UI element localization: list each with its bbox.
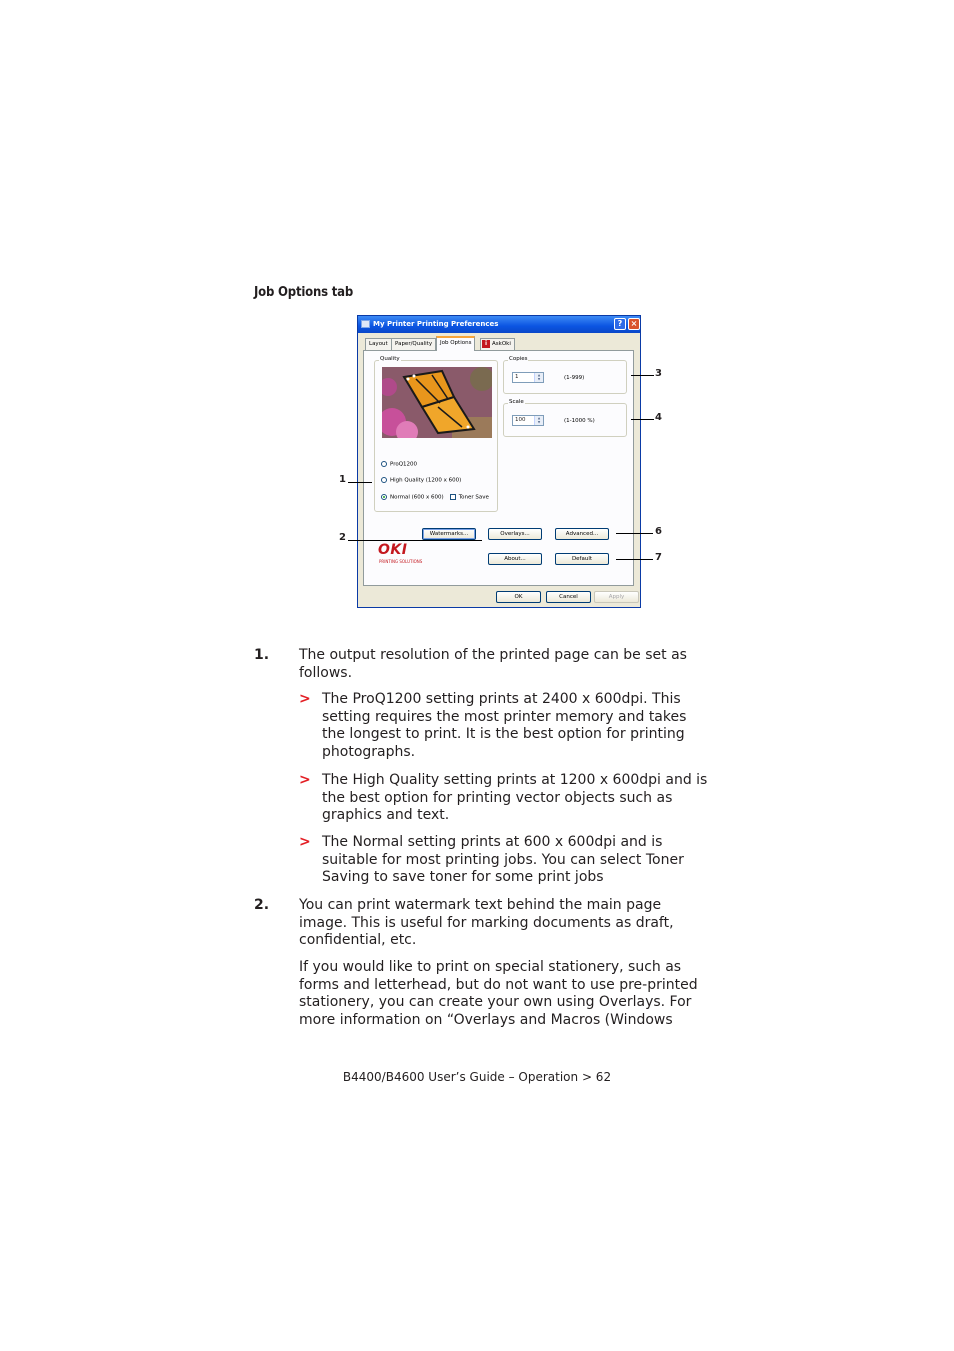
item2-text [299, 897, 674, 950]
scale-group [503, 399, 627, 437]
bullet-marker: > [299, 834, 311, 850]
default-button[interactable]: Default [555, 553, 609, 565]
butterfly-preview-image [382, 367, 492, 438]
quality-option-proq1200[interactable] [381, 461, 417, 468]
scale-legend: Scale [509, 399, 524, 405]
list-number-1: 1. [254, 647, 270, 663]
help-button[interactable]: ? [614, 318, 626, 330]
text-line: suitable for most printing jobs. You can select Toner [322, 851, 684, 868]
callout-line-4 [631, 419, 654, 420]
quality-option-high[interactable] [381, 477, 461, 484]
list-number-2: 2. [254, 897, 270, 913]
text-line: If you would like to print on special stationery, such as [299, 959, 682, 975]
quality-group [374, 356, 498, 512]
copies-spinner[interactable] [512, 372, 544, 383]
callout-3: 3 [655, 368, 662, 379]
callout-1: 1 [339, 474, 346, 485]
bullet-marker: > [299, 772, 311, 788]
radio-icon [381, 461, 387, 467]
tab-layout[interactable]: Layout [365, 338, 392, 350]
advanced-button[interactable]: Advanced... [555, 528, 609, 540]
quality-legend: Quality [380, 356, 400, 362]
radio-selected-icon [381, 494, 387, 500]
callout-7: 7 [655, 552, 662, 563]
ok-button[interactable]: OK [496, 591, 541, 603]
text-line: The Normal setting prints at 600 x 600dpi and is [322, 834, 663, 850]
text-line: follows. [299, 664, 353, 681]
copies-range: (1-999) [564, 375, 585, 381]
tab-paper-quality[interactable]: Paper/Quality [391, 338, 436, 350]
callout-line-2 [348, 540, 482, 541]
text-line: the best option for printing vector objects such as [322, 789, 673, 806]
callout-line-6 [616, 533, 653, 534]
callout-4: 4 [655, 412, 662, 423]
text-line: stationery, you can create your own using Overlays. For [299, 994, 692, 1010]
text-line: the longest to print. It is the best option for printing [322, 726, 685, 742]
text-line: confidential, etc. [299, 932, 417, 948]
oki-logo: OKI [378, 542, 408, 558]
text-line: photographs. [322, 743, 416, 760]
dialog-title: My Printer Printing Preferences [373, 320, 499, 328]
quality-option-label: Normal (600 x 600) [390, 494, 444, 501]
oki-logo-subtitle: PRINTING SOLUTIONS [379, 559, 423, 564]
callout-line-3 [631, 375, 654, 376]
quality-option-label: High Quality (1200 x 600) [390, 477, 462, 484]
about-button[interactable]: About... [488, 553, 542, 565]
title-bar [358, 316, 640, 333]
text-line: You can print watermark text behind the main page [299, 897, 662, 913]
watermarks-button[interactable]: Watermarks... [422, 528, 476, 540]
text-line: The ProQ1200 setting prints at 2400 x 600dpi. This [322, 691, 681, 707]
text-line: The High Quality setting prints at 1200 x 600dpi and is [322, 772, 708, 788]
section-heading: Job Options tab [254, 285, 353, 300]
page-footer: B4400/B4600 User’s Guide – Operation > 62 [342, 1070, 612, 1084]
text-line: Saving to save toner for some print jobs [322, 869, 604, 885]
text-line: The output resolution of the printed page can be set as [299, 647, 687, 663]
apply-button: Apply [594, 591, 639, 603]
scale-range: (1-1000 %) [564, 418, 595, 424]
spin-arrows-icon[interactable]: ▲ ▼ [534, 416, 543, 425]
toner-save-checkbox[interactable] [450, 494, 456, 500]
text-line: setting requires the most printer memory and takes [322, 708, 687, 725]
tab-job-options[interactable]: Job Options [436, 336, 475, 351]
copies-legend: Copies [509, 356, 528, 362]
info-icon: i [482, 340, 490, 348]
scale-spinner[interactable] [512, 415, 544, 426]
callout-2: 2 [339, 532, 346, 543]
printing-preferences-dialog [357, 315, 641, 608]
overlays-button[interactable]: Overlays... [488, 528, 542, 540]
spin-arrows-icon[interactable]: ▲ ▼ [534, 373, 543, 382]
bullet-marker: > [299, 691, 311, 707]
bullet-high-quality [322, 772, 707, 825]
close-button[interactable]: × [628, 318, 640, 330]
text-line: image. This is useful for marking documents as draft, [299, 914, 674, 931]
bullet-proq1200 [322, 691, 686, 761]
printer-icon [361, 320, 370, 328]
callout-6: 6 [655, 526, 662, 537]
item2-paragraph [299, 959, 698, 1029]
callout-line-7 [616, 559, 653, 560]
tab-askoki-label: AskOki [492, 341, 511, 347]
callout-line-1 [348, 482, 372, 483]
scale-value: 100 [515, 417, 526, 423]
tab-askoki[interactable] [480, 338, 515, 350]
radio-icon [381, 477, 387, 483]
copies-group [503, 356, 627, 394]
quality-option-normal[interactable] [381, 494, 489, 501]
text-line: more information on “Overlays and Macros (Windows [299, 1011, 673, 1028]
toner-save-label: Toner Save [458, 494, 489, 501]
item1-text [299, 647, 687, 682]
text-line: graphics and text. [322, 807, 450, 823]
copies-value: 1 [515, 374, 519, 380]
quality-option-label: ProQ1200 [390, 461, 418, 468]
text-line: forms and letterhead, but do not want to use pre-printed [299, 976, 698, 993]
cancel-button[interactable]: Cancel [546, 591, 591, 603]
bullet-normal [322, 834, 684, 887]
